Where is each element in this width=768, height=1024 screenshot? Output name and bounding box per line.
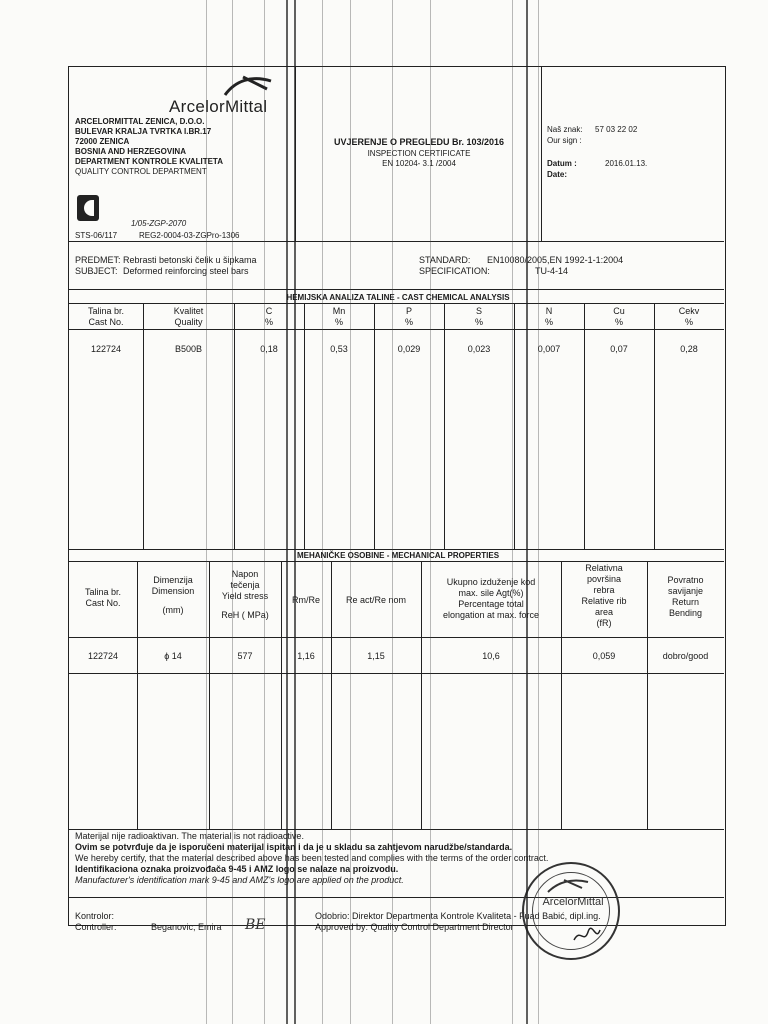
chem-value-s: 0,023 bbox=[467, 344, 491, 354]
mech-header-rm-re: Rm/Re bbox=[291, 595, 320, 605]
chem-value-cast: 122724 bbox=[90, 344, 122, 354]
chem-value-cekv: 0,28 bbox=[680, 344, 698, 354]
mech-header-bending: Povratno savijanje Return Bending bbox=[667, 575, 704, 618]
standard-label: STANDARD: bbox=[419, 255, 471, 265]
mechanical-properties-title: MEHANIČKE OSOBINE - MECHANICAL PROPERTIES bbox=[296, 551, 500, 560]
specification-label: SPECIFICATION: bbox=[419, 266, 490, 276]
arcelormittal-logo-icon bbox=[221, 71, 281, 99]
approved-by-en: Approved by: Quality Control Department Director bbox=[315, 922, 514, 932]
scan-line bbox=[286, 0, 288, 1024]
mech-value-bending: dobro/good bbox=[662, 651, 709, 661]
mech-value-elongation: 10,6 bbox=[482, 651, 500, 661]
nas-znak-label: Naš znak: bbox=[547, 125, 583, 134]
chem-value-cu: 0,07 bbox=[610, 344, 628, 354]
certificate-title: UVJERENJE O PREGLEDU Br. 103/2016 bbox=[333, 137, 505, 147]
scan-line bbox=[350, 0, 351, 1024]
form-code-sts: STS-06/117 bbox=[75, 231, 118, 240]
scan-line bbox=[526, 0, 528, 1024]
controller-label: Controller: bbox=[75, 922, 117, 932]
mech-value-rm-re: 1,16 bbox=[297, 651, 315, 661]
date-label: Date: bbox=[547, 170, 568, 179]
chem-header-cu: Cu % bbox=[613, 306, 625, 327]
chem-header-quality: Kvalitet Quality bbox=[173, 306, 204, 327]
chemical-analysis-title: HEMIJSKA ANALIZA TALINE - CAST CHEMICAL ANALYSIS bbox=[286, 293, 510, 302]
mech-header-elongation: Ukupno izduženje kod max. sile Agt(%) Percentage total elongation at max. force bbox=[442, 577, 540, 620]
chem-header-c: C % bbox=[264, 306, 273, 327]
scan-line bbox=[232, 0, 233, 1024]
chem-header-p: P % bbox=[404, 306, 413, 327]
mech-header-rib-area: Relativna površina rebra Relative rib area (fR) bbox=[581, 563, 627, 628]
mech-value-yield: 577 bbox=[237, 651, 253, 661]
mech-header-yield: Napon tečenja Yield stress ReH ( MPa) bbox=[221, 569, 269, 620]
predmet-value: Rebrasti betonski čelik u šipkama bbox=[123, 255, 257, 265]
chem-value-quality: B500B bbox=[174, 344, 203, 354]
mech-header-cast: Talina br. Cast No. bbox=[84, 587, 122, 608]
mech-value-re-act: 1,15 bbox=[367, 651, 385, 661]
kontrolor-label: Kontrolor: bbox=[75, 911, 115, 921]
subject-label: SUBJECT: bbox=[75, 266, 118, 276]
scan-line bbox=[430, 0, 431, 1024]
certificate-standard: EN 10204- 3.1 /2004 bbox=[382, 159, 456, 168]
chem-header-s: S % bbox=[474, 306, 483, 327]
scan-line bbox=[512, 0, 513, 1024]
datum-value: 2016.01.13. bbox=[605, 159, 648, 168]
qc-mark-icon bbox=[77, 195, 99, 221]
our-sign-label: Our sign : bbox=[547, 136, 582, 145]
certificate-title-en: INSPECTION CERTIFICATE bbox=[367, 149, 471, 158]
datum-label: Datum : bbox=[547, 159, 577, 168]
inspection-certificate bbox=[68, 66, 726, 933]
mech-value-dimension: ϕ 14 bbox=[164, 651, 182, 661]
scan-line bbox=[322, 0, 323, 1024]
scan-line bbox=[264, 0, 265, 1024]
specification-value: TU-4-14 bbox=[535, 266, 569, 276]
scan-line bbox=[206, 0, 207, 1024]
chem-value-p: 0,029 bbox=[397, 344, 421, 354]
chem-value-n: 0,007 bbox=[537, 344, 561, 354]
director-signature-icon bbox=[572, 926, 602, 946]
controller-name: Beganovic, Emira bbox=[151, 922, 222, 932]
company-address: ARCELORMITTAL ZENICA, D.O.O. BULEVAR KRALJA TVRTKA I.BR.17 72000 ZENICA BOSNIA AND HERZEGOVINA DEPARTMENT KONTROLE KVALITETA QUALITY CONTROL DEPARTMENT bbox=[75, 117, 223, 176]
subject-value: Deformed reinforcing steel bars bbox=[123, 266, 249, 276]
mech-header-re-act: Re act/Re nom bbox=[345, 595, 407, 605]
scan-line bbox=[538, 0, 539, 1024]
form-code-reg: REG2-0004-03-ZGPro-1306 bbox=[139, 231, 240, 240]
scan-line bbox=[294, 0, 296, 1024]
mech-value-rib-area: 0,059 bbox=[592, 651, 616, 661]
predmet-label: PREDMET: bbox=[75, 255, 121, 265]
nas-znak-value: 57 03 22 02 bbox=[595, 125, 638, 134]
chem-header-n: N % bbox=[544, 306, 553, 327]
certification-notes: Materijal nije radioaktivan. The material is not radioactive. Ovim se potvrđuje da je isporučeni materijal ispitan i da je u skladu sa zahtjevom narudžbe/standarda. We hereby certify, that the material described above has been tested and complies with the terms of the order contract. Identifikaciona oznaka proizvođača 9-45 i AMZ logo se nalaze na proizvodu. Manufacturer's identification mark 9-45 and AMZ's logo are applied on the product. bbox=[75, 831, 549, 885]
form-code: 1/05-ZGP-2070 bbox=[131, 219, 187, 228]
chem-value-c: 0,18 bbox=[260, 344, 278, 354]
chem-header-cekv: Cekv % bbox=[678, 306, 700, 327]
mech-value-cast: 122724 bbox=[87, 651, 119, 661]
controller-signature: BE bbox=[245, 917, 266, 933]
logo-wordmark: ArcelorMittal bbox=[169, 97, 268, 116]
chem-value-mn: 0,53 bbox=[330, 344, 348, 354]
approved-by-bs: Odobrio: Direktor Departmenta Kontrole Kvaliteta - Fuad Babić, dipl.ing. bbox=[315, 911, 601, 921]
chem-header-mn: Mn % bbox=[332, 306, 346, 327]
company-stamp: ArcelorMittal bbox=[522, 862, 620, 960]
scan-line bbox=[392, 0, 393, 1024]
standard-value: EN10080/2005,EN 1992-1-1:2004 bbox=[487, 255, 624, 265]
chem-header-cast: Talina br. Cast No. bbox=[87, 306, 125, 327]
mech-header-dimension: Dimenzija Dimension (mm) bbox=[151, 575, 195, 615]
stamp-logo-icon bbox=[542, 874, 602, 894]
